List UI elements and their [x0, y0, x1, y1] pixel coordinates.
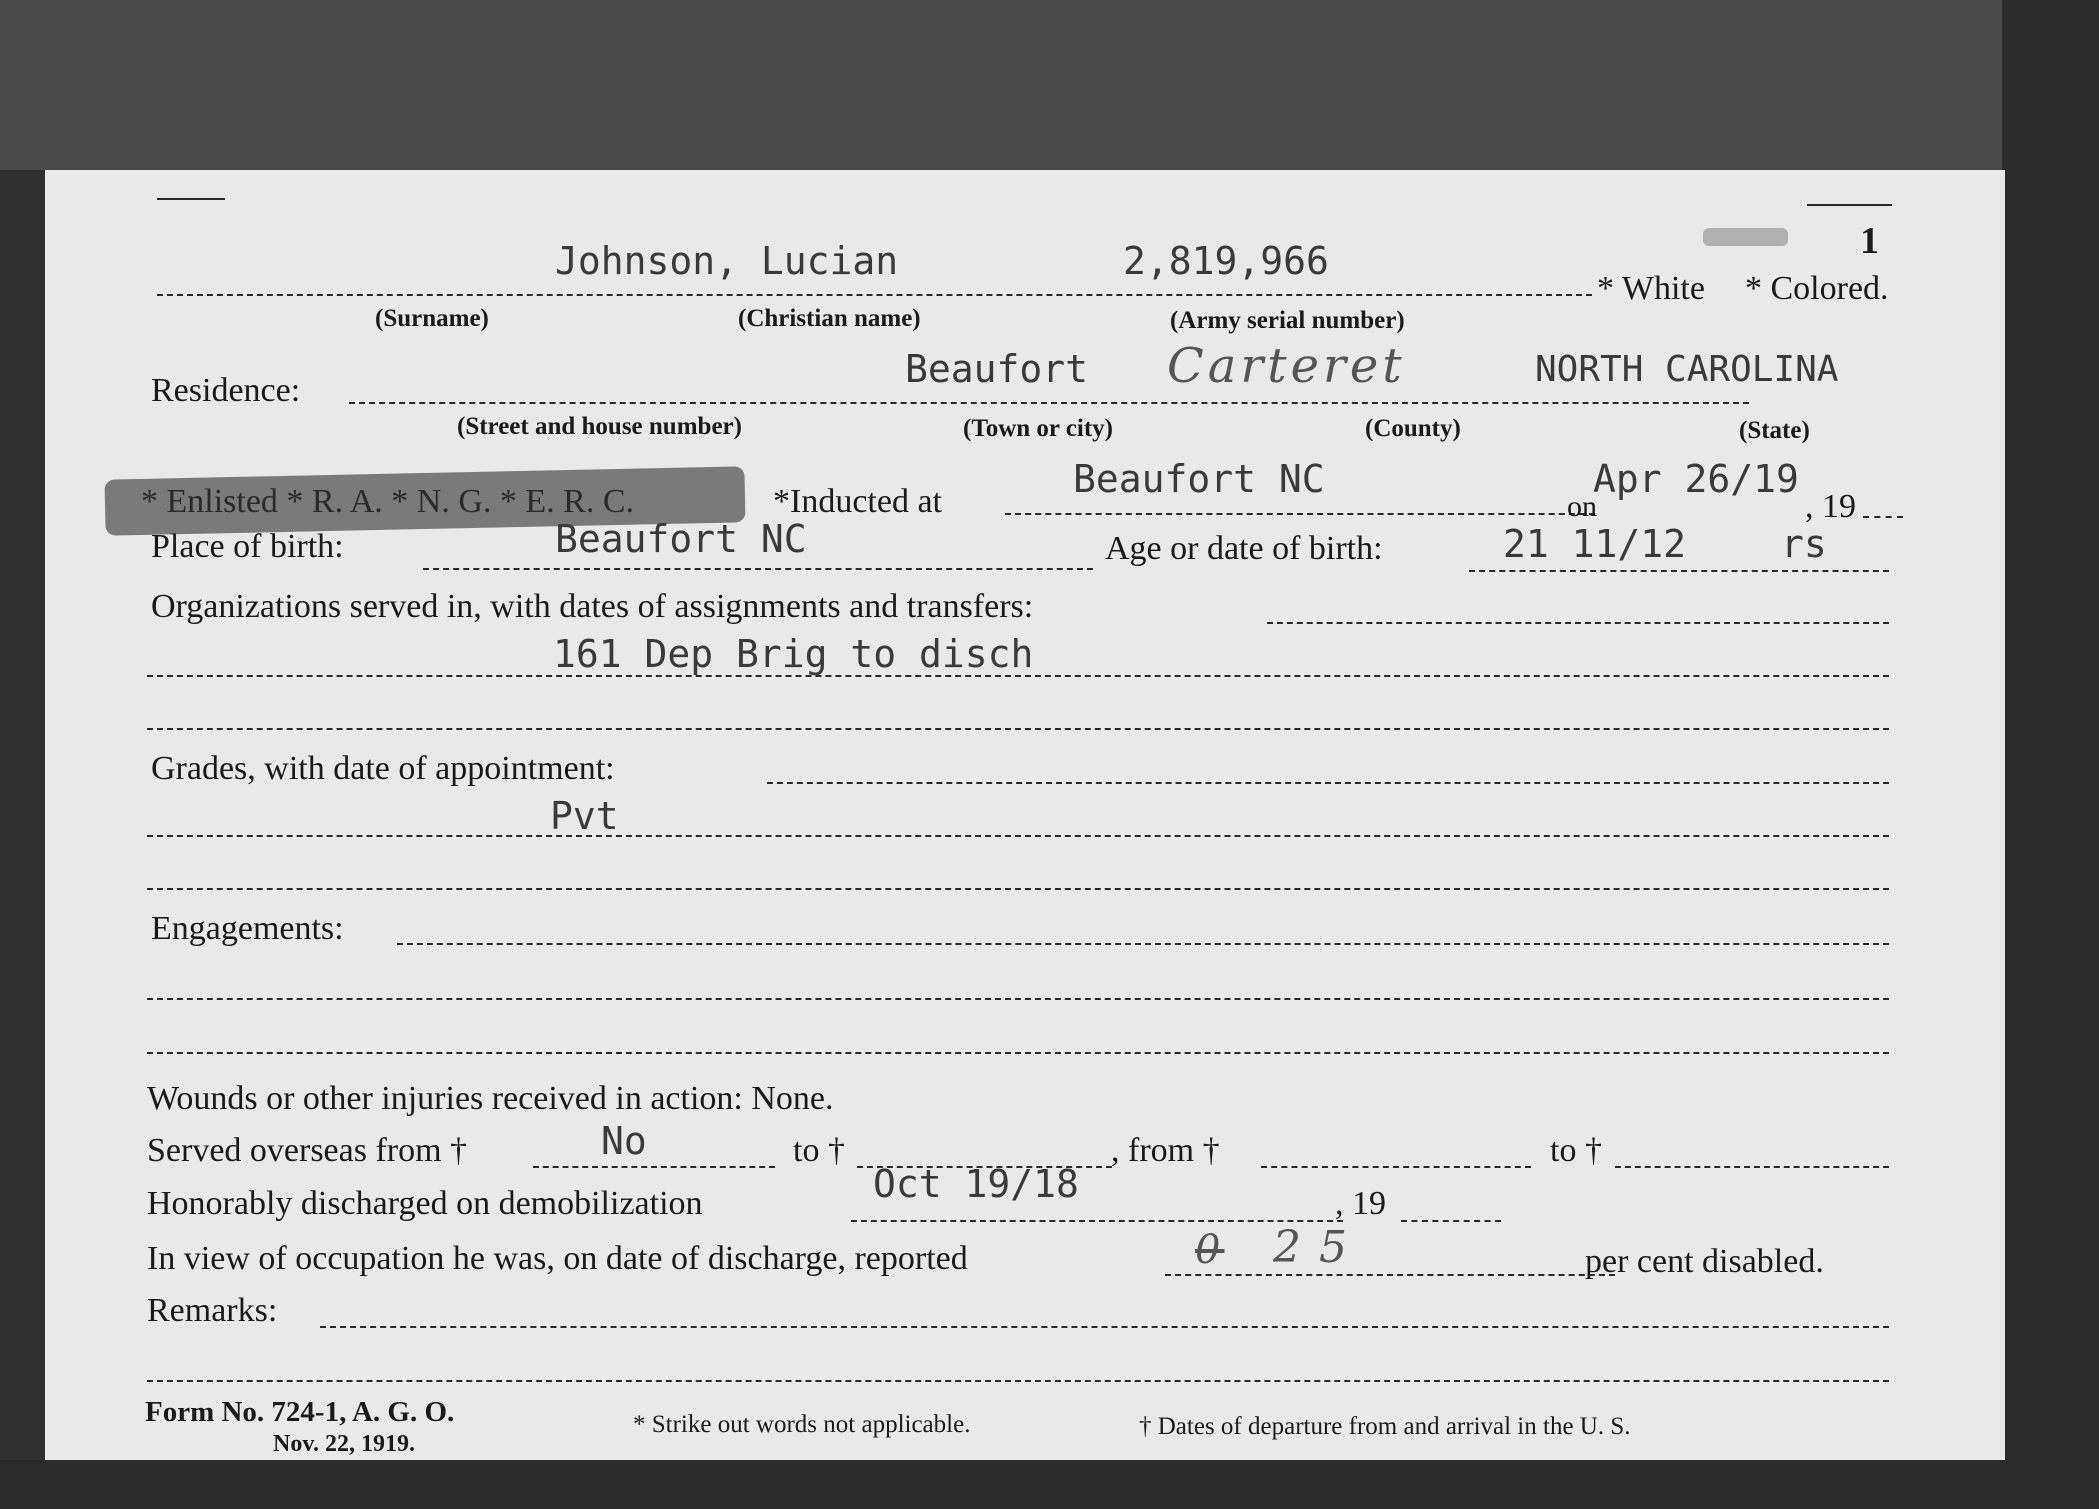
background-top [0, 0, 2099, 170]
grades-line-3 [147, 888, 1889, 890]
residence-state: NORTH CAROLINA [1535, 349, 1839, 390]
engagements-line-3 [147, 1052, 1889, 1054]
name-typed: Johnson, Lucian [555, 239, 899, 283]
enlisted-label: * Enlisted * R. A. * N. G. * E. R. C. [141, 483, 635, 520]
orgs-line-3 [147, 728, 1889, 730]
overseas-from2-line [1261, 1166, 1531, 1168]
footnote-dates: † Dates of departure from and arrival in the U. S. [1139, 1413, 1631, 1440]
inducted-label: *Inducted at [773, 483, 942, 520]
overseas-from-line [533, 1166, 775, 1168]
disabled-value: 25 [1273, 1222, 1365, 1273]
caption-street: (Street and house number) [457, 413, 742, 440]
overseas-to2-line [1615, 1166, 1889, 1168]
caption-county: (County) [1365, 415, 1461, 442]
overseas-value: No [601, 1119, 647, 1163]
age-line [1469, 570, 1889, 572]
caption-town: (Town or city) [963, 415, 1113, 442]
overseas-to2-label: to † [1550, 1132, 1602, 1169]
caption-surname: (Surname) [375, 305, 489, 332]
top-left-rule [157, 198, 225, 200]
card-number: 1 [1860, 220, 1879, 262]
disabled-line [1165, 1274, 1615, 1276]
engagements-line-2 [147, 998, 1889, 1000]
inducted-year-line [1863, 516, 1903, 518]
caption-christian: (Christian name) [738, 305, 921, 332]
white-strike-smudge [1703, 228, 1788, 246]
discharged-year: , 19 [1335, 1185, 1386, 1222]
on-label: on [1567, 490, 1597, 523]
discharged-year-line [1401, 1220, 1501, 1222]
birthplace-label: Place of birth: [151, 528, 344, 565]
age-value: 21 11/12 [1503, 522, 1687, 566]
disabled-suffix: per cent disabled. [1585, 1243, 1824, 1280]
race-white: * White [1597, 270, 1705, 307]
service-record-card [45, 170, 2005, 1460]
grades-value: Pvt [550, 794, 619, 838]
discharged-line [851, 1220, 1343, 1222]
serial-typed: 2,819,966 [1123, 239, 1329, 283]
overseas-from2-label: , from † [1111, 1132, 1220, 1169]
wounds-label: Wounds or other injuries received in action: None. [147, 1080, 834, 1117]
orgs-label: Organizations served in, with dates of assignments and transfers: [151, 588, 1034, 625]
birthplace-line [423, 568, 1093, 570]
birthplace-value: Beaufort NC [555, 517, 807, 561]
age-label: Age or date of birth: [1105, 530, 1383, 567]
remarks-label: Remarks: [147, 1292, 278, 1329]
inducted-date: Apr 26/19 [1593, 457, 1799, 501]
name-line [157, 294, 1592, 296]
race-colored: * Colored. [1745, 270, 1889, 307]
caption-serial: (Army serial number) [1170, 307, 1405, 334]
overseas-to-label: to † [793, 1132, 845, 1169]
residence-line [349, 402, 1749, 404]
background-bottom [0, 1460, 2099, 1509]
residence-town: Beaufort [905, 347, 1089, 391]
orgs-line-1 [1267, 622, 1889, 624]
form-number: Form No. 724-1, A. G. O. [145, 1396, 455, 1428]
grades-line-2 [147, 835, 1889, 837]
background-right [2002, 0, 2099, 1509]
top-right-rule [1807, 204, 1892, 206]
remarks-line-1 [320, 1326, 1889, 1328]
inducted-year: , 19 [1805, 488, 1856, 525]
overseas-label: Served overseas from † [147, 1132, 468, 1169]
inducted-place: Beaufort NC [1073, 457, 1325, 501]
disabled-struck-value: 0 [1195, 1227, 1225, 1273]
age-suffix: rs [1781, 522, 1827, 566]
residence-label: Residence: [151, 372, 301, 409]
grades-label: Grades, with date of appointment: [151, 750, 615, 787]
caption-state: (State) [1739, 417, 1810, 444]
orgs-value: 161 Dep Brig to disch [553, 632, 1034, 676]
discharged-label: Honorably discharged on demobilization [147, 1185, 703, 1222]
grades-line-1 [767, 782, 1889, 784]
engagements-label: Engagements: [151, 910, 344, 947]
discharged-date: Oct 19/18 [873, 1162, 1079, 1206]
form-date: Nov. 22, 1919. [273, 1431, 416, 1457]
inducted-line [1005, 513, 1595, 515]
footnote-strike: * Strike out words not applicable. [633, 1411, 971, 1438]
residence-county: Carteret [1167, 338, 1406, 394]
remarks-line-2 [147, 1380, 1889, 1382]
engagements-line-1 [397, 943, 1889, 945]
background-left [0, 170, 45, 1509]
disabled-label: In view of occupation he was, on date of discharge, reported [147, 1240, 968, 1277]
